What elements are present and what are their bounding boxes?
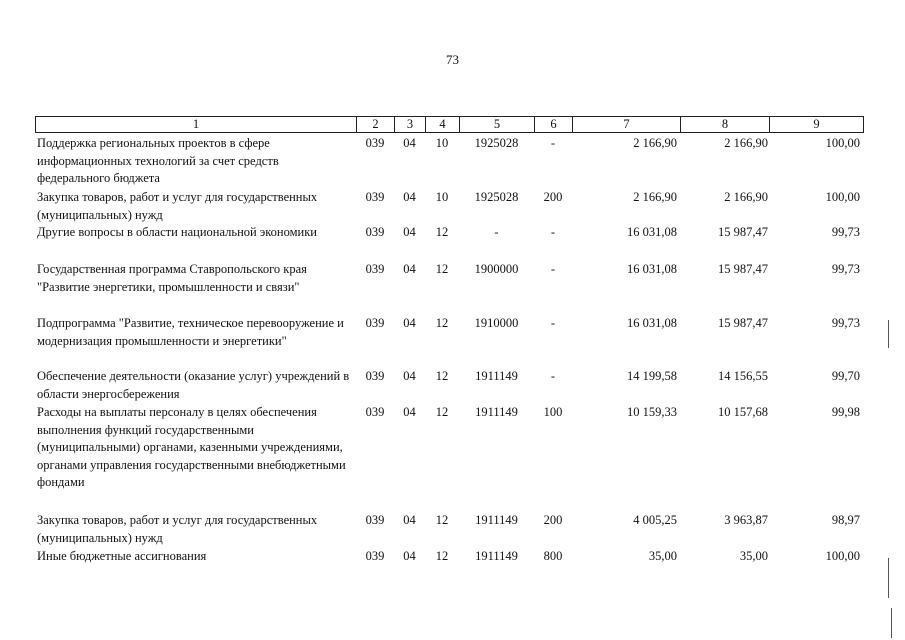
row-col-4: 10 — [435, 136, 449, 150]
row-col-3: 04 — [403, 190, 416, 204]
header-col-2: 2 — [372, 117, 379, 131]
row-col-4: 12 — [435, 549, 449, 563]
row-col-7: 4 005,25 — [633, 513, 677, 527]
scan-margin-mark — [888, 558, 889, 598]
row-col-3: 04 — [403, 549, 416, 563]
row-col-5: 1911149 — [475, 549, 518, 563]
row-col-5: - — [494, 225, 499, 239]
row-col-3: 04 — [403, 262, 416, 276]
row-col-3: 04 — [403, 225, 416, 239]
header-col-6: 6 — [550, 117, 557, 131]
row-col-5: 1925028 — [474, 190, 519, 204]
row-col-5: 1911149 — [475, 405, 518, 419]
row-col-6: 800 — [543, 549, 563, 563]
header-col-3: 3 — [406, 117, 414, 131]
row-name: Другие вопросы в области национальной экономики — [37, 225, 317, 239]
row-col-2: 039 — [365, 262, 385, 276]
row-col-6: - — [550, 262, 556, 276]
row-col-5: 1911149 — [475, 369, 518, 383]
table-header — [35, 116, 864, 133]
header-col-7: 7 — [623, 117, 630, 131]
row-col-8: 15 987,47 — [718, 316, 768, 330]
row-col-7: 16 031,08 — [627, 262, 677, 276]
row-col-4: 12 — [435, 513, 449, 527]
row-col-4: 12 — [435, 262, 449, 276]
row-col-9: 100,00 — [825, 549, 860, 563]
row-col-8: 2 166,90 — [724, 190, 768, 204]
row-col-2: 039 — [365, 316, 385, 330]
row-col-8: 15 987,47 — [718, 225, 768, 239]
header-col-5: 5 — [493, 117, 501, 131]
row-col-6: - — [550, 225, 556, 239]
row-col-6: - — [550, 369, 556, 383]
row-col-6: - — [550, 136, 556, 150]
row-name: Государственная программа Ставропольского края "Развитие энергетики, промышленности и связи" — [37, 262, 307, 294]
row-col-2: 039 — [365, 136, 385, 150]
row-col-3: 04 — [403, 405, 416, 419]
row-col-5: 1925028 — [474, 136, 519, 150]
row-name: Поддержка региональных проектов в сфере информационных технологий за счет средств федерального бюджета — [37, 136, 279, 185]
row-col-9: 99,73 — [831, 225, 860, 239]
row-col-3: 04 — [403, 316, 416, 330]
row-col-2: 039 — [365, 405, 385, 419]
row-col-2: 039 — [365, 369, 385, 383]
row-col-8: 10 157,68 — [718, 405, 768, 419]
row-col-7: 10 159,33 — [627, 405, 677, 419]
row-col-8: 3 963,87 — [724, 513, 768, 527]
row-col-8: 14 156,55 — [718, 369, 768, 383]
row-col-2: 039 — [365, 513, 385, 527]
row-col-4: 12 — [435, 225, 449, 239]
row-col-4: 12 — [435, 405, 449, 419]
row-col-4: 12 — [435, 369, 449, 383]
row-col-4: 12 — [435, 316, 449, 330]
row-col-5: 1911149 — [475, 513, 518, 527]
row-name: Иные бюджетные ассигнования — [37, 549, 207, 563]
row-col-8: 35,00 — [739, 549, 768, 563]
row-col-3: 04 — [403, 369, 416, 383]
row-col-9: 99,73 — [831, 262, 860, 276]
row-col-9: 100,00 — [825, 136, 860, 150]
row-col-6: 200 — [543, 190, 563, 204]
row-col-3: 04 — [403, 136, 416, 150]
row-col-9: 100,00 — [825, 190, 860, 204]
row-name: Закупка товаров, работ и услуг для государственных (муниципальных) нужд — [37, 190, 318, 222]
scan-margin-mark — [888, 320, 889, 348]
row-col-7: 16 031,08 — [627, 316, 677, 330]
row-col-9: 99,98 — [831, 405, 860, 419]
row-col-2: 039 — [365, 190, 385, 204]
row-name: Подпрограмма "Развитие, техническое перевооружение и модернизация промышленности и энергетики" — [37, 316, 344, 348]
row-col-7: 2 166,90 — [633, 136, 677, 150]
row-col-3: 04 — [403, 513, 416, 527]
row-col-7: 35,00 — [648, 549, 677, 563]
row-col-2: 039 — [365, 549, 385, 563]
header-col-1: 1 — [192, 117, 200, 131]
row-col-6: - — [550, 316, 556, 330]
row-col-4: 10 — [435, 190, 449, 204]
header-col-8: 8 — [721, 117, 729, 131]
row-col-9: 98,97 — [831, 513, 860, 527]
row-col-8: 15 987,47 — [718, 262, 768, 276]
row-col-2: 039 — [365, 225, 385, 239]
row-col-9: 99,70 — [831, 369, 860, 383]
row-col-5: 1910000 — [474, 316, 519, 330]
row-col-7: 2 166,90 — [633, 190, 677, 204]
header-col-4: 4 — [439, 117, 446, 131]
row-col-9: 99,73 — [831, 316, 860, 330]
row-col-6: 200 — [543, 513, 563, 527]
row-col-6: 100 — [543, 405, 563, 419]
scan-margin-mark — [891, 608, 892, 638]
row-col-7: 16 031,08 — [627, 225, 677, 239]
header-col-9: 9 — [813, 117, 820, 131]
row-name: Обеспечение деятельности (оказание услуг) учреждений в области энергосбережения — [37, 369, 350, 401]
row-col-8: 2 166,90 — [724, 136, 768, 150]
row-col-7: 14 199,58 — [627, 369, 677, 383]
row-name: Расходы на выплаты персоналу в целях обеспечения выполнения функций государственными (муниципальными) органами, казенными учреждениями, органами управления государственными внебюджетными фондами — [37, 405, 346, 489]
row-name: Закупка товаров, работ и услуг для государственных (муниципальных) нужд — [37, 513, 318, 545]
page-number: 73 — [446, 52, 459, 67]
row-col-5: 1900000 — [474, 262, 519, 276]
